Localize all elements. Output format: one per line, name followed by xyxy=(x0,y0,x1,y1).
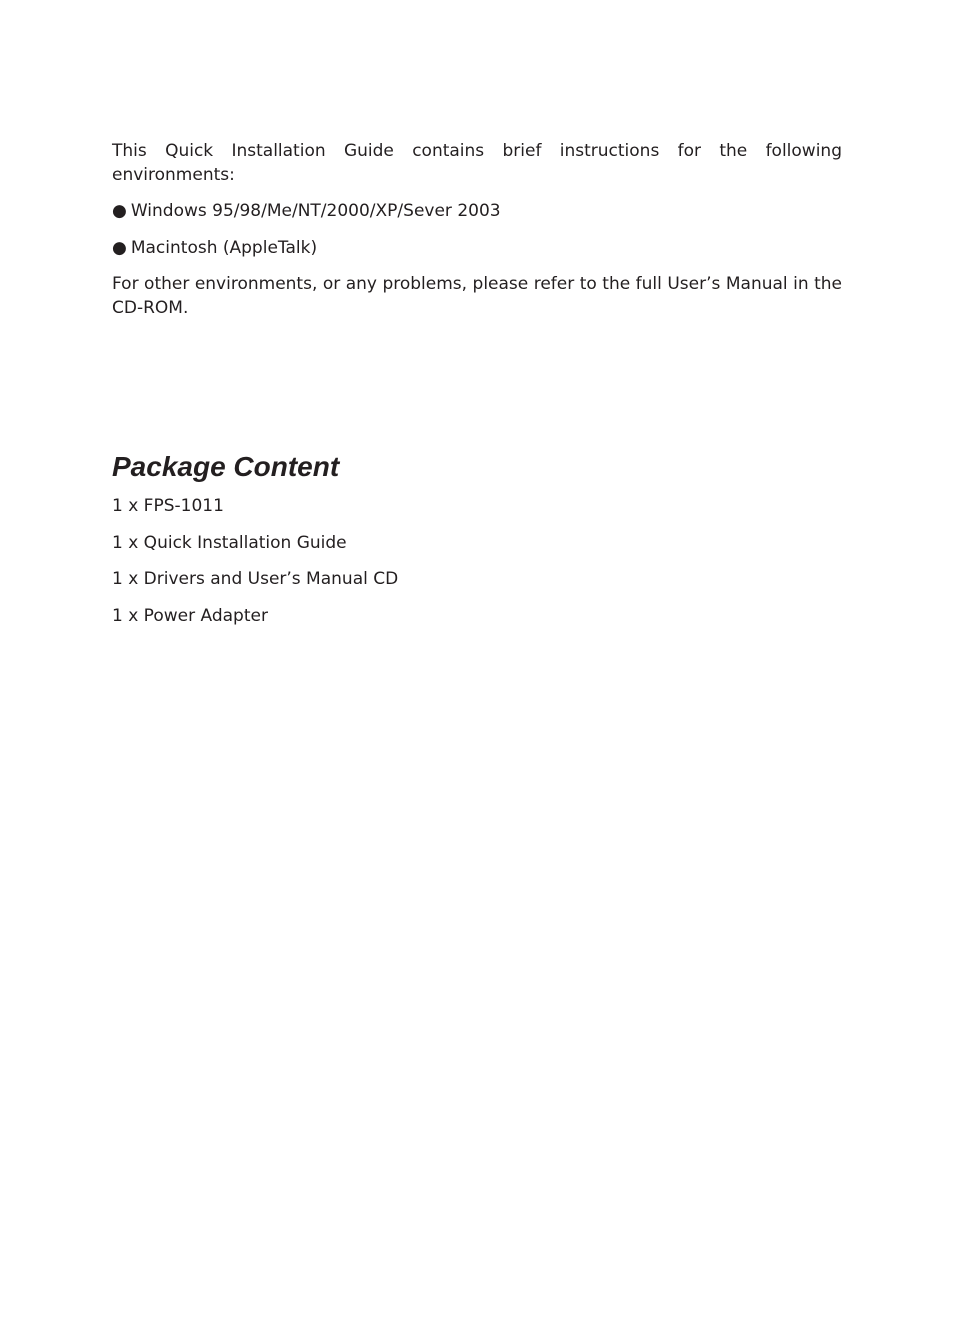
bullet-item-windows xyxy=(112,199,501,223)
package-item-guide: 1 x Quick Installation Guide xyxy=(112,533,347,553)
bullet-icon: ● xyxy=(112,238,127,258)
package-item-cd: 1 x Drivers and User’s Manual CD xyxy=(112,569,399,589)
bullet-item-label: Windows 95/98/Me/NT/2000/XP/Sever 2003 xyxy=(130,201,501,221)
bullet-icon: ● xyxy=(112,201,127,221)
bullet-item-label: Macintosh (AppleTalk) xyxy=(130,238,318,258)
manual-reference-note: For other environments, or any problems, please refer to the full User’s Manual in the CD-ROM. xyxy=(112,274,842,318)
package-item-power-adapter: 1 x Power Adapter xyxy=(112,606,268,626)
bullet-item-macintosh xyxy=(112,236,317,260)
intro-paragraph: This Quick Installation Guide contains brief instructions for the following environments: xyxy=(112,141,842,185)
package-item-device: 1 x FPS-1011 xyxy=(112,496,224,516)
package-content-heading: Package Content xyxy=(112,451,340,482)
